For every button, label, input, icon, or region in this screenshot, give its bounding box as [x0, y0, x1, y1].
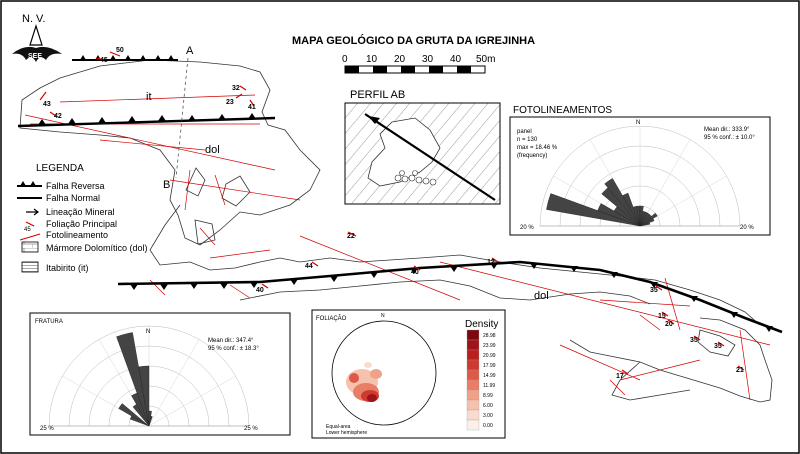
svg-text:23: 23: [226, 99, 234, 106]
density-level-label: 28.98: [483, 333, 496, 339]
scale-tick: 40: [450, 54, 462, 65]
rose-stat: n = 130: [517, 137, 538, 143]
legend-item: Fotolineamento: [46, 230, 109, 240]
density-swatch: [467, 420, 479, 430]
unit-label-dol-2: dol: [534, 290, 549, 302]
rose-stat: panel: [517, 129, 532, 135]
density-swatch: [467, 340, 479, 350]
svg-text:42: 42: [54, 113, 62, 120]
density-level-label: 20.99: [483, 353, 496, 359]
legend-title: LEGENDA: [36, 163, 84, 174]
density-swatch: [467, 350, 479, 360]
legend-item: Foliação Principal: [46, 219, 118, 229]
rose-scale-right: 20 %: [740, 225, 754, 231]
profile-ab: [345, 89, 500, 204]
svg-text:17: 17: [616, 373, 624, 380]
svg-text:35: 35: [690, 337, 698, 344]
scale-tick: 30: [422, 54, 434, 65]
density-level-label: 0.00: [483, 423, 493, 429]
legend-item: Itabirito (it): [46, 263, 89, 273]
dip-marker: [665, 320, 674, 328]
density-level-label: 3.00: [483, 413, 493, 419]
svg-text:35: 35: [650, 287, 658, 294]
rose-stat: 95 % conf.: ± 18.3°: [208, 346, 259, 352]
density-level-label: 11.99: [483, 383, 496, 389]
scale-tick: 10: [366, 54, 378, 65]
section-label-a: A: [186, 45, 194, 57]
density-level-label: 8.99: [483, 393, 493, 399]
section-label-b: B: [163, 179, 171, 191]
north-label: N. V.: [22, 13, 46, 25]
legend-sample-dip: 45: [24, 227, 31, 233]
dip-marker: [736, 366, 744, 374]
unit-label-dol-1: dol: [205, 144, 220, 156]
svg-text:35: 35: [714, 343, 722, 350]
rose-stat: 95 % conf.: ± 10.0°: [704, 135, 755, 141]
svg-text:32: 32: [232, 85, 240, 92]
rose-stat: (frequency): [517, 153, 548, 159]
foliacao-title: FOLIAÇÃO: [316, 316, 347, 322]
density-level-label: 14.99: [483, 373, 496, 379]
fotolineamentos-panel: [510, 105, 770, 235]
stereonet-north-label: N: [381, 313, 385, 319]
rose-stat: Mean dir.: 347.4°: [208, 338, 254, 344]
svg-text:44: 44: [305, 263, 313, 270]
density-swatch: [467, 380, 479, 390]
scale-tick: 50m: [476, 54, 496, 65]
rose-scale-left: 25 %: [40, 426, 54, 432]
dip-marker: [347, 232, 356, 240]
density-swatch: [467, 410, 479, 420]
fratura-title: FRATURA: [35, 319, 63, 325]
density-level-label: 23.99: [483, 343, 496, 349]
map-title: MAPA GEOLÓGICO DA GRUTA DA IGREJINHA: [292, 35, 536, 47]
projection-label: Equal-area: [326, 424, 351, 430]
svg-text:20: 20: [665, 321, 673, 328]
foliacao-panel: [312, 310, 505, 438]
legend-item: Falha Normal: [46, 193, 101, 203]
density-level-label: 6.00: [483, 403, 493, 409]
legend-item: Falha Reversa: [46, 181, 105, 191]
unit-label-it: it: [146, 91, 152, 103]
density-swatch: [467, 330, 479, 340]
itabirite-swatch: [22, 262, 38, 272]
rose-north-label: N: [636, 120, 641, 126]
density-swatch: [467, 400, 479, 410]
svg-text:12: 12: [487, 259, 495, 266]
density-level-label: 17.99: [483, 363, 496, 369]
density-swatch: [467, 370, 479, 380]
rose-scale-left: 20 %: [520, 225, 534, 231]
svg-text:45: 45: [100, 57, 108, 64]
scale-tick: 20: [394, 54, 406, 65]
svg-text:40: 40: [411, 269, 419, 276]
projection-label: Lower hemisphere: [326, 430, 368, 436]
legend-item: Mármore Dolomítico (dol): [46, 243, 148, 253]
svg-text:50: 50: [116, 47, 124, 54]
legend-item: Lineação Mineral: [46, 207, 115, 217]
logo-text: SEE: [28, 53, 43, 60]
svg-text:41: 41: [248, 104, 256, 111]
svg-text:40: 40: [256, 287, 264, 294]
scale-tick: 0: [342, 54, 348, 65]
svg-text:15: 15: [658, 313, 666, 320]
marble-swatch: [22, 242, 38, 252]
fotolineamentos-title: FOTOLINEAMENTOS: [513, 105, 613, 116]
profile-title: PERFIL AB: [350, 89, 406, 101]
rose-stat: max = 18.46 %: [517, 145, 558, 151]
svg-text:22: 22: [347, 233, 355, 240]
svg-text:43: 43: [43, 101, 51, 108]
rose-stat: Mean dir.: 333.9°: [704, 127, 750, 133]
svg-text:21: 21: [736, 367, 744, 374]
rose-scale-right: 25 %: [244, 426, 258, 432]
fratura-panel: [30, 313, 290, 435]
density-swatch: [467, 360, 479, 370]
stereonet-circle: [332, 321, 436, 425]
rose-north-label: N: [146, 329, 151, 335]
density-title: Density: [465, 319, 499, 330]
density-swatch: [467, 390, 479, 400]
